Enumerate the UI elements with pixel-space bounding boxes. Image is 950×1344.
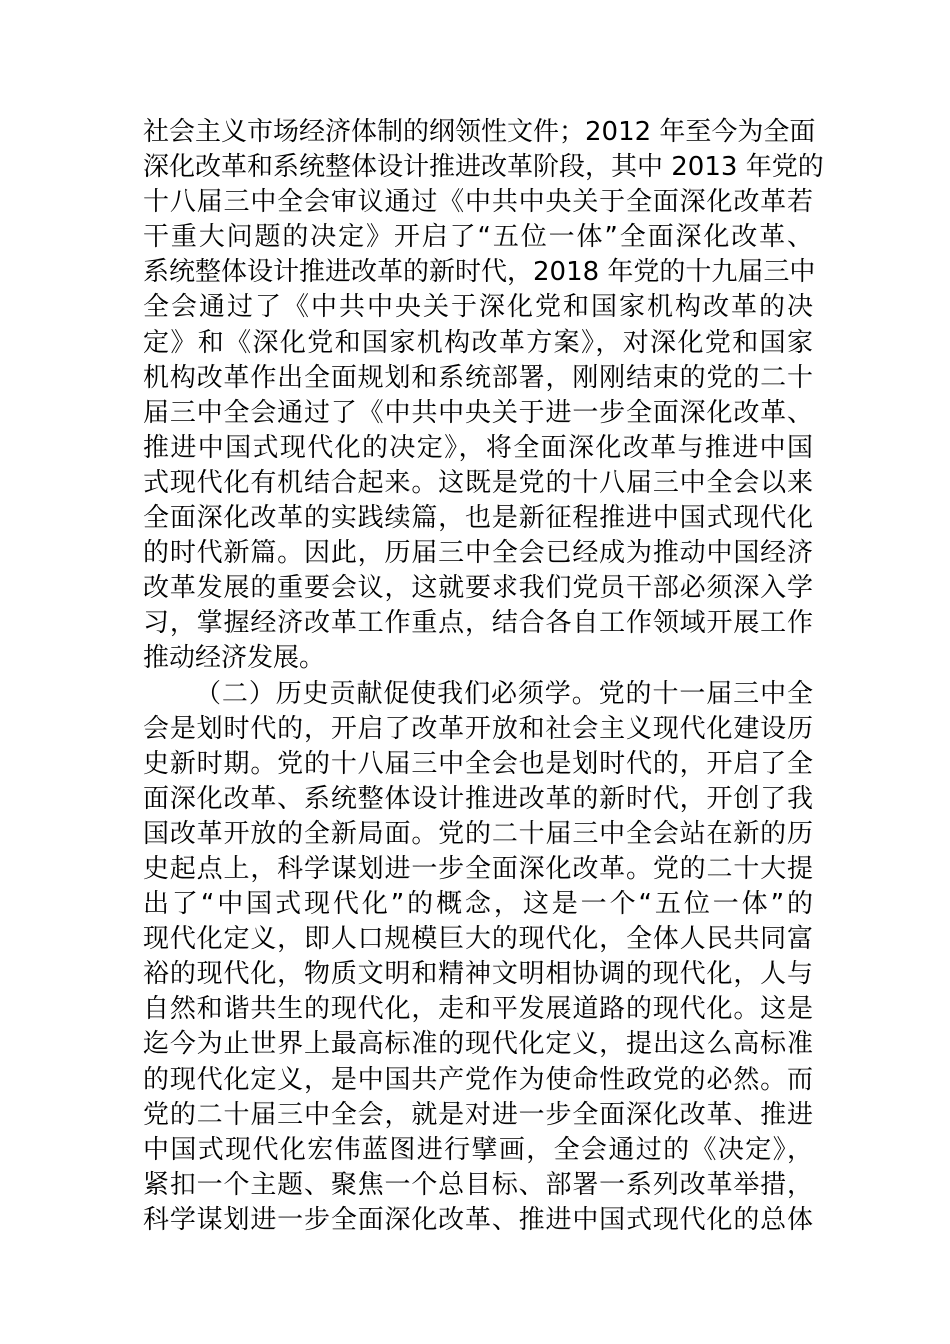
text-line: 十八届三中全会审议通过《中共中央关于全面深化改革若 (143, 187, 813, 218)
text-line: 科学谋划进一步全面深化改革、推进中国式现代化的总体 (143, 1204, 813, 1235)
text-line: 定》和《深化党和国家机构改革方案》，对深化党和国家 (143, 327, 813, 358)
text-line: 迄今为止世界上最高标准的现代化定义，提出这么高标准 (143, 1029, 813, 1060)
text-line: 国改革开放的全新局面。党的二十届三中全会站在新的历 (143, 818, 813, 849)
text-line: 紧扣一个主题、聚焦一个总目标、部署一系列改革举措， (143, 1169, 813, 1200)
text-line: 全会通过了《中共中央关于深化党和国家机构改革的决 (143, 292, 813, 323)
text-line: 干重大问题的决定》开启了“五位一体”全面深化改革、 (143, 222, 813, 253)
text-line: 机构改革作出全面规划和系统部署，刚刚结束的党的二十 (143, 362, 813, 393)
text-line: 裕的现代化，物质文明和精神文明相协调的现代化，人与 (143, 959, 813, 990)
text-line: 的时代新篇。因此，历届三中全会已经成为推动中国经济 (143, 538, 813, 569)
section-heading-line: （二）历史贡献促使我们必须学。党的十一届三中全 (195, 678, 813, 709)
text-line: 深化改革和系统整体设计推进改革阶段，其中 2013 年党的 (143, 152, 824, 183)
text-line: 现代化定义，即人口规模巨大的现代化，全体人民共同富 (143, 924, 813, 955)
text-line: 中国式现代化宏伟蓝图进行擘画，全会通过的《决定》， (143, 1134, 813, 1165)
text-line: 的现代化定义，是中国共产党作为使命性政党的必然。而 (143, 1064, 813, 1095)
text-line: 社会主义市场经济体制的纲领性文件；2012 年至今为全面 (143, 117, 816, 147)
text-line: 推进中国式现代化的决定》，将全面深化改革与推进中国 (143, 432, 813, 463)
text-line: 会是划时代的，开启了改革开放和社会主义现代化建设历 (143, 713, 813, 744)
text-line: 系统整体设计推进改革的新时代，2018 年党的十九届三中 (143, 257, 816, 288)
text-line: 党的二十届三中全会，就是对进一步全面深化改革、推进 (143, 1099, 813, 1130)
text-line: 出了“中国式现代化”的概念，这是一个“五位一体”的 (143, 889, 813, 920)
text-line: 改革发展的重要会议，这就要求我们党员干部必须深入学 (143, 573, 813, 604)
text-line: 届三中全会通过了《中共中央关于进一步全面深化改革、 (143, 397, 813, 428)
text-line: 面深化改革、系统整体设计推进改革的新时代，开创了我 (143, 783, 813, 814)
text-line: 式现代化有机结合起来。这既是党的十八届三中全会以来 (143, 467, 813, 498)
text-line: 自然和谐共生的现代化，走和平发展道路的现代化。这是 (143, 994, 813, 1025)
body-text (143, 115, 824, 1238)
text-line: 史新时期。党的十八届三中全会也是划时代的，开启了全 (143, 748, 813, 779)
paragraph-end-line: 推动经济发展。 (143, 643, 326, 674)
text-line: 习，掌握经济改革工作重点，结合各自工作领域开展工作 (143, 608, 813, 639)
text-line: 史起点上，科学谋划进一步全面深化改革。党的二十大提 (143, 853, 813, 884)
text-line: 全面深化改革的实践续篇，也是新征程推进中国式现代化 (143, 503, 813, 534)
